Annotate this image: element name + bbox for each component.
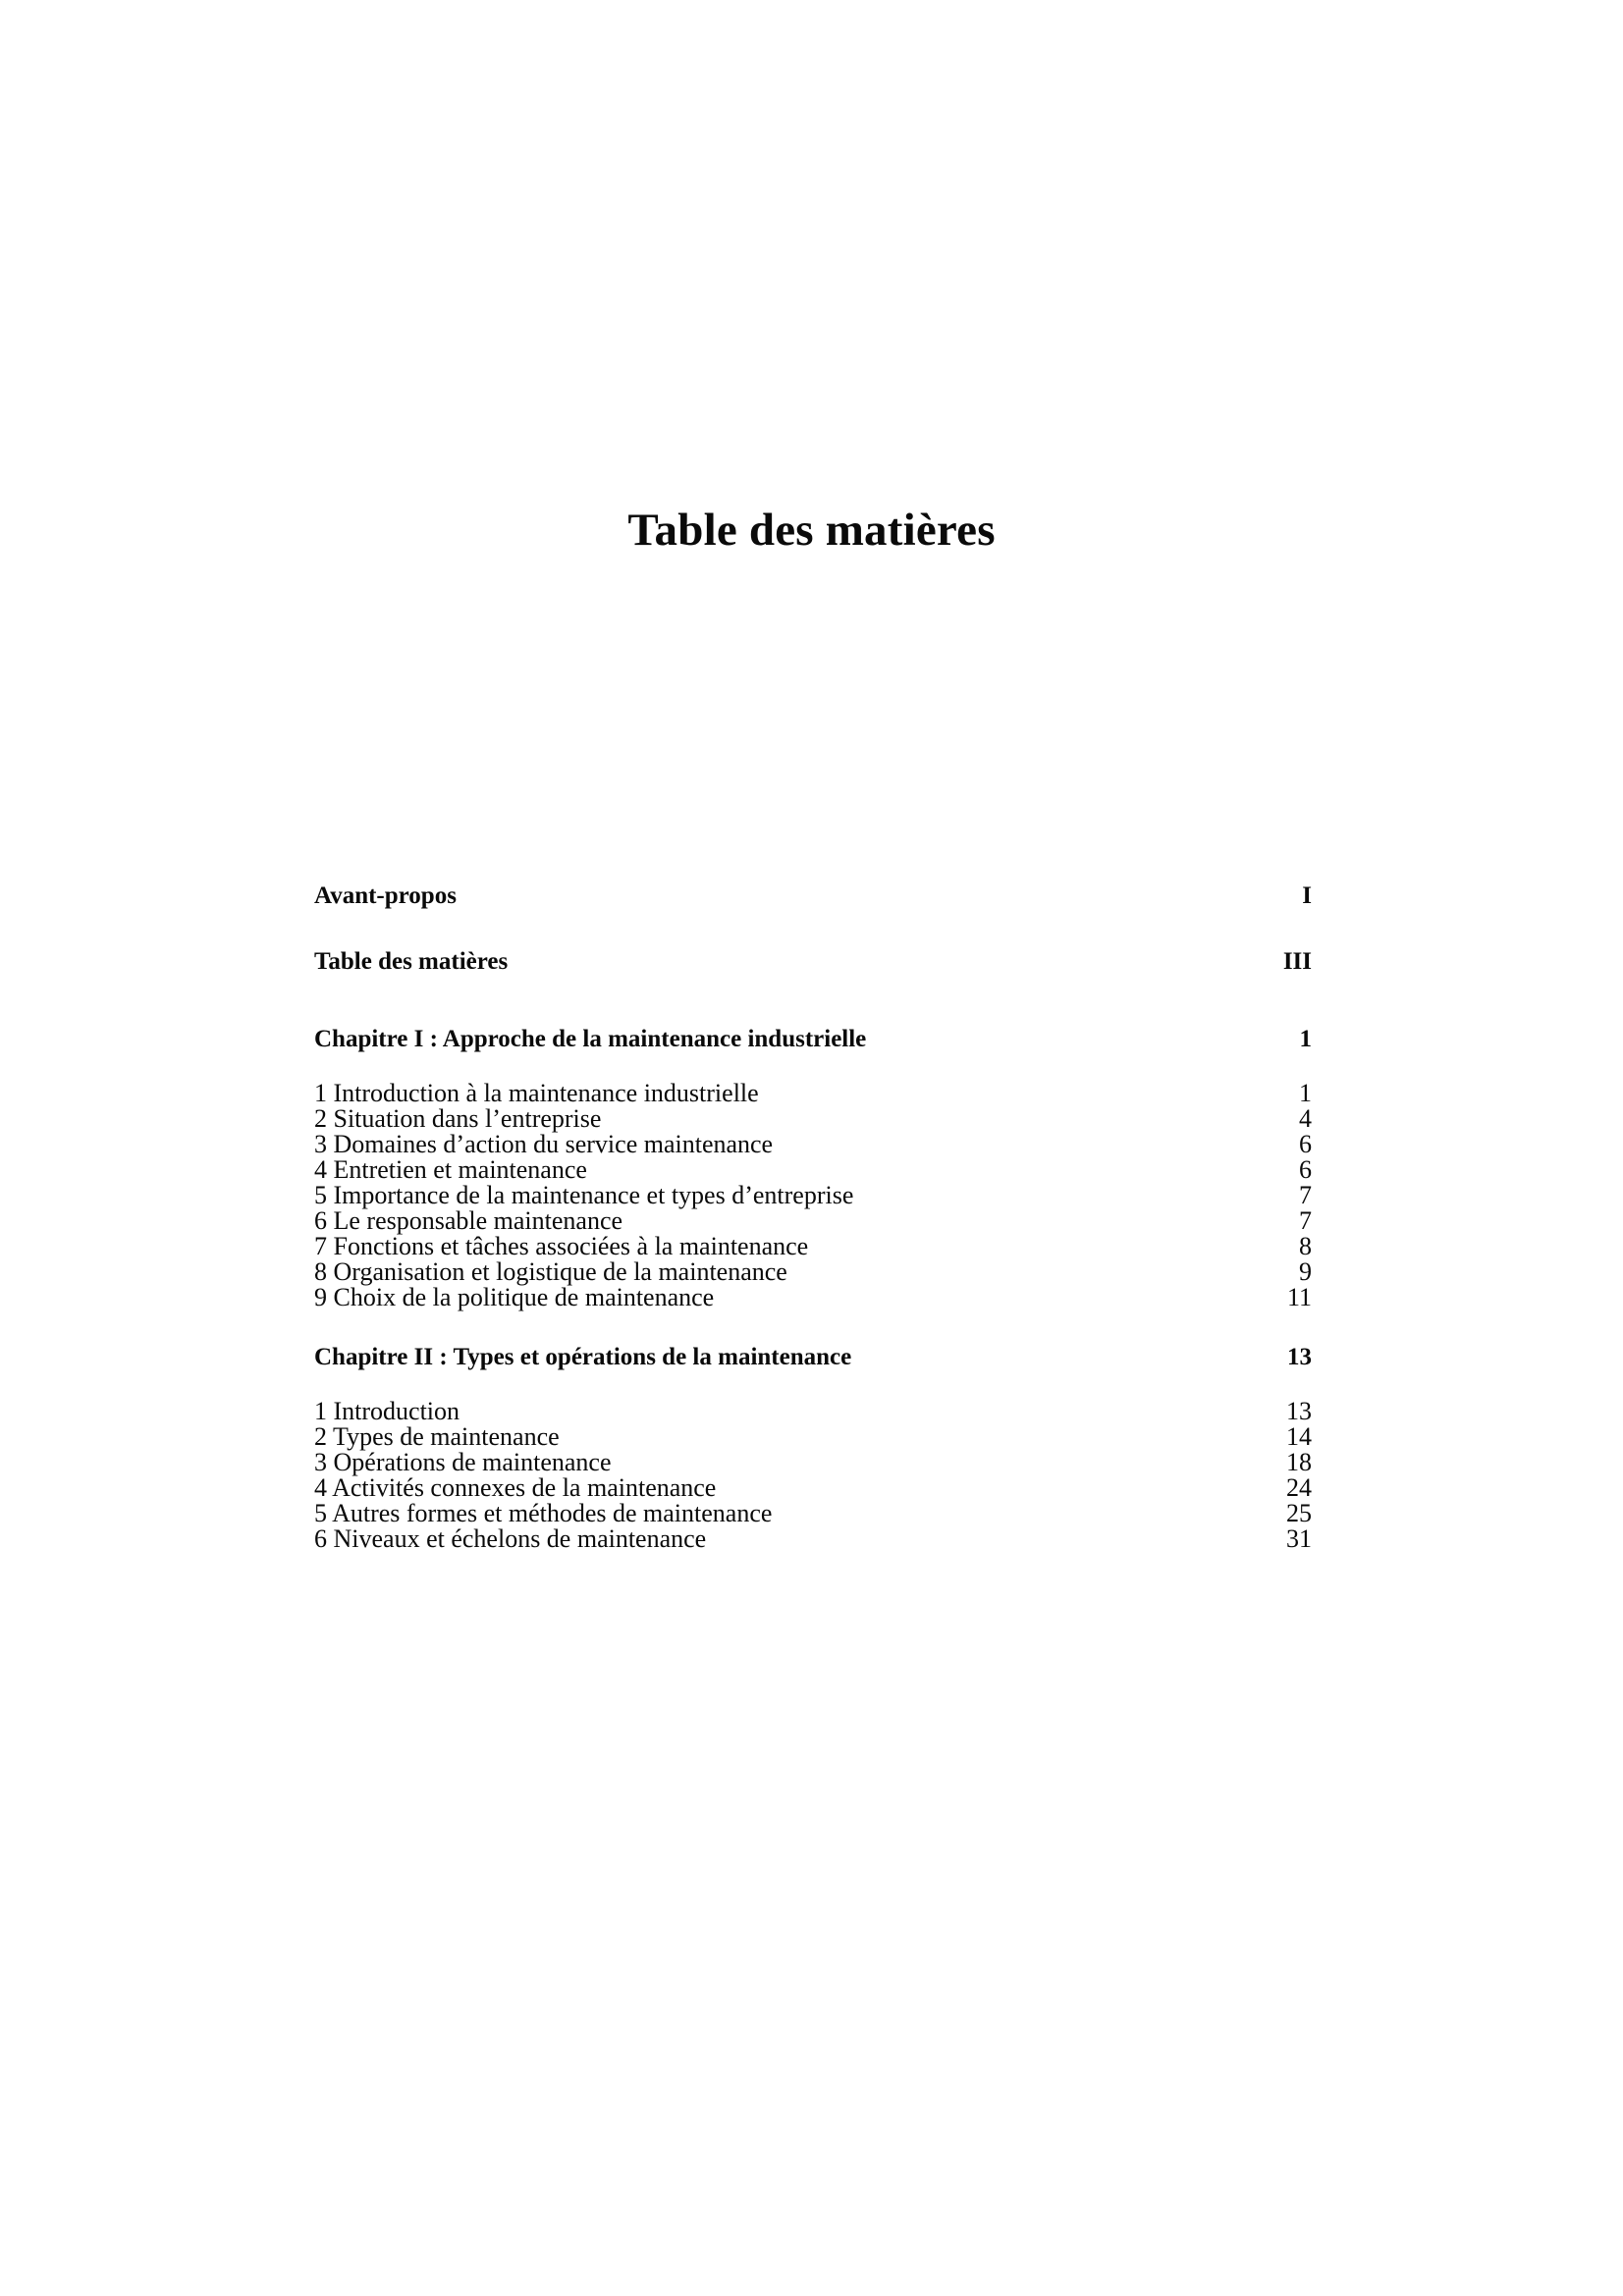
toc-entry-page-number: 7 [1299,1181,1312,1209]
toc-entry[interactable] [314,1132,1312,1157]
spacer [314,1369,1312,1399]
toc-entry[interactable] [314,1475,1312,1501]
toc-entry-label: 3 Opérations de maintenance [314,1448,612,1476]
toc-entry-page-number: 14 [1286,1422,1312,1451]
toc-entry-label: 5 Autres formes et méthodes de maintenance [314,1499,773,1527]
toc-entry-label: 4 Activités connexes de la maintenance [314,1473,717,1502]
toc-entry[interactable] [314,1081,1312,1106]
toc-entry-page-number: 6 [1299,1130,1312,1158]
toc-entry-front-matter[interactable] [314,949,1312,974]
toc-chapter-label: Chapitre II : Types et opérations de la maintenance [314,1344,852,1370]
toc-entry-page-number: 9 [1299,1257,1312,1286]
toc-section-list [314,1081,1312,1310]
toc-entry-label: 5 Importance de la maintenance et types d’entreprise [314,1181,854,1209]
toc-entry[interactable] [314,1526,1312,1552]
toc-entry-page-number: 13 [1286,1397,1312,1425]
spacer [314,1051,1312,1081]
toc-entry-label: 2 Types de maintenance [314,1422,560,1451]
toc-entry[interactable] [314,1450,1312,1475]
toc-entry[interactable] [314,1183,1312,1208]
toc-entry[interactable] [314,1424,1312,1450]
toc-entry-page-number: 4 [1299,1104,1312,1133]
toc-entry[interactable] [314,1285,1312,1310]
toc-entry[interactable] [314,1208,1312,1234]
table-of-contents [314,883,1312,1552]
toc-entry-label: 4 Entretien et maintenance [314,1155,587,1184]
toc-chapter-label: Chapitre I : Approche de la maintenance industrielle [314,1026,867,1052]
toc-entry-page-number: I [1302,882,1312,909]
toc-entry[interactable] [314,1106,1312,1132]
toc-section-list [314,1399,1312,1552]
toc-entry-page-number: 24 [1286,1473,1312,1502]
page-title: Table des matières [627,505,996,557]
toc-entry[interactable] [314,1157,1312,1183]
toc-entry-page-number: 11 [1286,1283,1312,1311]
toc-entry-label: 1 Introduction à la maintenance industrielle [314,1079,759,1107]
toc-entry-page-number: III [1282,948,1312,975]
toc-entry-label: 6 Niveaux et échelons de maintenance [314,1524,707,1553]
toc-entry-label: 8 Organisation et logistique de la maintenance [314,1257,787,1286]
toc-entry[interactable] [314,1234,1312,1259]
toc-chapter-heading[interactable] [314,1027,1312,1051]
toc-entry-page-number: 18 [1286,1448,1312,1476]
toc-entry-label: 2 Situation dans l’entreprise [314,1104,602,1133]
toc-entry[interactable] [314,1259,1312,1285]
toc-entry-label: Table des matières [314,948,509,975]
toc-entry-page-number: 7 [1299,1206,1312,1235]
toc-entry[interactable] [314,1399,1312,1424]
toc-entry[interactable] [314,1501,1312,1526]
toc-entry-page-number: 1 [1299,1079,1312,1107]
toc-entry-label: 9 Choix de la politique de maintenance [314,1283,715,1311]
toc-entry-front-matter[interactable] [314,883,1312,908]
toc-entry-label: 7 Fonctions et tâches associées à la maintenance [314,1232,809,1260]
toc-entry-page-number: 25 [1286,1499,1312,1527]
spacer [314,1310,1312,1345]
toc-chapter-page-number: 13 [1287,1344,1312,1370]
toc-chapter-page-number: 1 [1299,1026,1312,1052]
toc-chapter-heading[interactable] [314,1345,1312,1369]
toc-entry-label: 6 Le responsable maintenance [314,1206,623,1235]
toc-entry-label: 1 Introduction [314,1397,460,1425]
toc-entry-label: 3 Domaines d’action du service maintenance [314,1130,774,1158]
toc-entry-page-number: 31 [1286,1524,1312,1553]
toc-entry-label: Avant-propos [314,882,457,909]
toc-entry-page-number: 6 [1299,1155,1312,1184]
toc-entry-page-number: 8 [1299,1232,1312,1260]
